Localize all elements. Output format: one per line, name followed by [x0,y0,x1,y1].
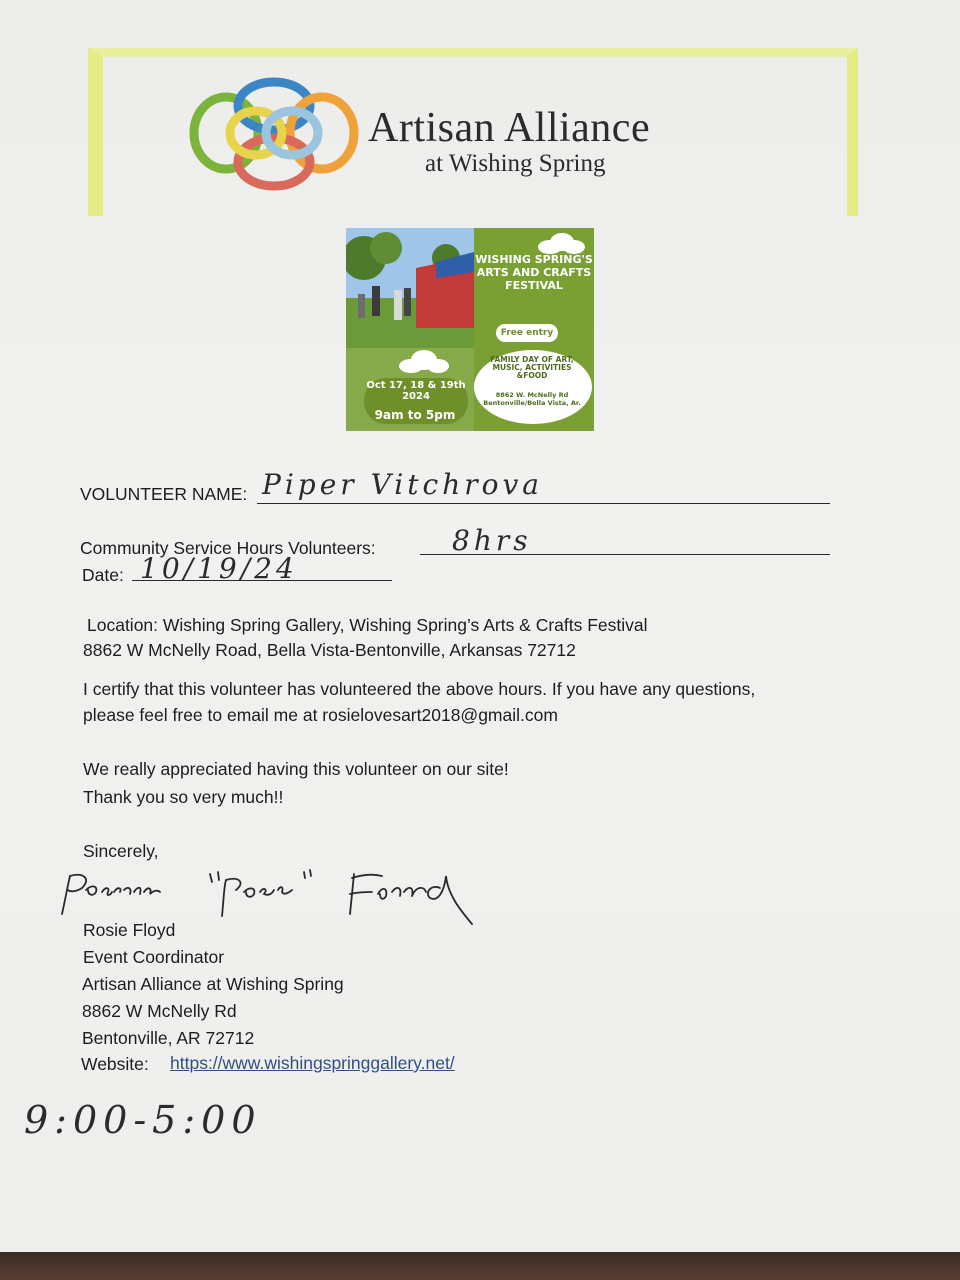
flyer-title: WISHING SPRING'S ARTS AND CRAFTS FESTIVAL [475,253,593,292]
thanks-line-1: We really appreciated having this volunteer on our site! [83,759,509,779]
certify-line-1: I certify that this volunteer has volunteered the above hours. If you have any questions, [83,679,756,699]
flyer-hours: 9am to 5pm [374,408,456,422]
flyer-dates: Oct 17, 18 & 19th 2024 [366,380,466,402]
thanks-line-2: Thank you so very much!! [83,787,284,807]
website-label: Website: [81,1054,149,1074]
cloud-icon [396,350,450,374]
signer-name: Rosie Floyd [83,920,176,940]
volunteer-name-handwritten: Piper Vitchrova [262,468,543,501]
location-line-1: Location: Wishing Spring Gallery, Wishing Spring’s Arts & Crafts Festival [87,615,648,635]
org-name: Artisan Alliance [368,105,651,151]
signer-city: Bentonville, AR 72712 [82,1028,255,1048]
volunteer-name-line [257,503,830,504]
certify-line-2: please feel free to email me at rosielovesart2018@gmail.com [83,705,558,725]
interlocking-rings-logo [186,72,362,194]
hours-label: Community Service Hours Volunteers: [80,538,376,558]
handwritten-signature [52,856,492,928]
date-label: Date: [82,565,124,585]
table-surface [0,1252,960,1280]
hours-handwritten: 8hrs [452,524,532,557]
signer-org: Artisan Alliance at Wishing Spring [82,974,344,994]
date-handwritten: 10/19/24 [140,552,298,585]
org-location: at Wishing Spring [425,150,606,177]
cloud-icon [534,232,586,254]
festival-flyer [346,228,594,431]
free-entry-badge: Free entry [496,324,558,342]
flyer-address: 8862 W. McNelly Rd Bentonville/Bella Vista, Ar. [483,391,581,407]
closing: Sincerely, [83,841,159,861]
website-link[interactable]: https://www.wishingspringgallery.net/ [170,1053,455,1073]
festival-photo [346,228,474,348]
signer-title: Event Coordinator [83,947,225,967]
signer-street: 8862 W McNelly Rd [82,1001,237,1021]
handwritten-hours-note: 9:00-5:00 [24,1098,262,1142]
location-line-2: 8862 W McNelly Road, Bella Vista-Bentonville, Arkansas 72712 [83,640,576,660]
flyer-family-day: FAMILY DAY OF ART, MUSIC, ACTIVITIES &FOOD [490,355,574,380]
volunteer-name-label: VOLUNTEER NAME: [80,484,248,504]
